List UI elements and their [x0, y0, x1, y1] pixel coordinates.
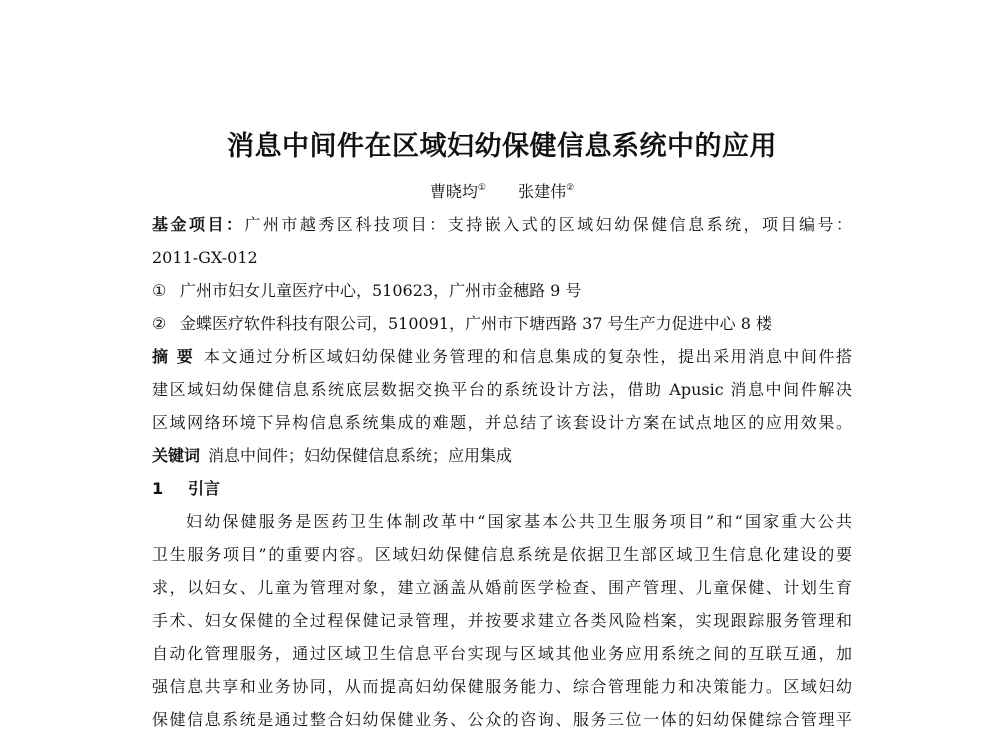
abstract-line — [152, 340, 852, 373]
affiliation-mark: ① — [152, 281, 167, 300]
paragraph-line: 妇幼保健服务是医药卫生体制改革中“国家基本公共卫生服务项目”和“国家重大公共 — [186, 512, 852, 531]
author-list — [152, 176, 852, 204]
abstract-line: 区域网络环境下异构信息系统集成的难题，并总结了该套设计方案在试点地区的应用效果。 — [152, 413, 852, 432]
paragraph-line: 保健信息系统是通过整合妇幼保健业务、公众的咨询、服务三位一体的妇幼保健综合管理平 — [152, 710, 852, 729]
author-affiliation-mark: ① — [477, 183, 486, 193]
section-heading — [152, 472, 852, 505]
author-name: 张建伟 — [518, 182, 567, 201]
abstract-label: 摘 要 — [152, 347, 195, 366]
author-name: 曹晓均 — [429, 182, 478, 201]
paragraph-line: 求，以妇女、儿童为管理对象，建立涵盖从婚前医学检查、围产管理、儿童保健、计划生育 — [152, 578, 852, 597]
affiliation-line — [152, 274, 852, 307]
abstract-text: 本文通过分析区域妇幼保健业务管理的和信息集成的复杂性，提出采用消息中间件搭 — [202, 347, 852, 366]
affiliation-line — [152, 307, 852, 340]
abstract-line: 建区域妇幼保健信息系统底层数据交换平台的系统设计方法，借助 Apusic 消息中间件解决 — [152, 380, 852, 399]
fund-label: 基金项目： — [152, 215, 245, 234]
section-number: 1 — [152, 479, 164, 498]
affiliation-text: 金蝶医疗软件科技有限公司，510091，广州市下塘西路 37 号生产力促进中心 8 楼 — [180, 314, 772, 333]
keywords-text: 消息中间件；妇幼保健信息系统；应用集成 — [208, 446, 513, 465]
author-affiliation-mark: ② — [566, 183, 575, 193]
affiliation-mark: ② — [152, 314, 167, 333]
paragraph-line: 卫生服务项目”的重要内容。区域妇幼保健信息系统是依据卫生部区域卫生信息化建设的要 — [152, 545, 852, 564]
section-title: 引言 — [188, 479, 221, 498]
paper-body — [152, 208, 852, 736]
keywords-line — [152, 439, 852, 472]
fund-text: 广州市越秀区科技项目：支持嵌入式的区域妇幼保健信息系统，项目编号： — [244, 215, 852, 234]
fund-number-line: 2011-GX-012 — [152, 248, 258, 267]
fund-line — [152, 208, 852, 241]
paper-title: 消息中间件在区域妇幼保健信息系统中的应用 — [227, 131, 777, 162]
paragraph-line: 强信息共享和业务协同，从而提高妇幼保健服务能力、综合管理能力和决策能力。区域妇幼 — [152, 677, 852, 696]
paragraph-line: 自动化管理服务，通过区域卫生信息平台实现与区域其他业务应用系统之间的互联互通，加 — [152, 644, 852, 663]
affiliation-text: 广州市妇女儿童医疗中心，510623，广州市金穗路 9 号 — [180, 281, 582, 300]
keywords-label: 关键词 — [152, 446, 201, 465]
paragraph-line: 手术、妇女保健的全过程保健记录管理，并按要求建立各类风险档案，实现跟踪服务管理和 — [152, 611, 852, 630]
